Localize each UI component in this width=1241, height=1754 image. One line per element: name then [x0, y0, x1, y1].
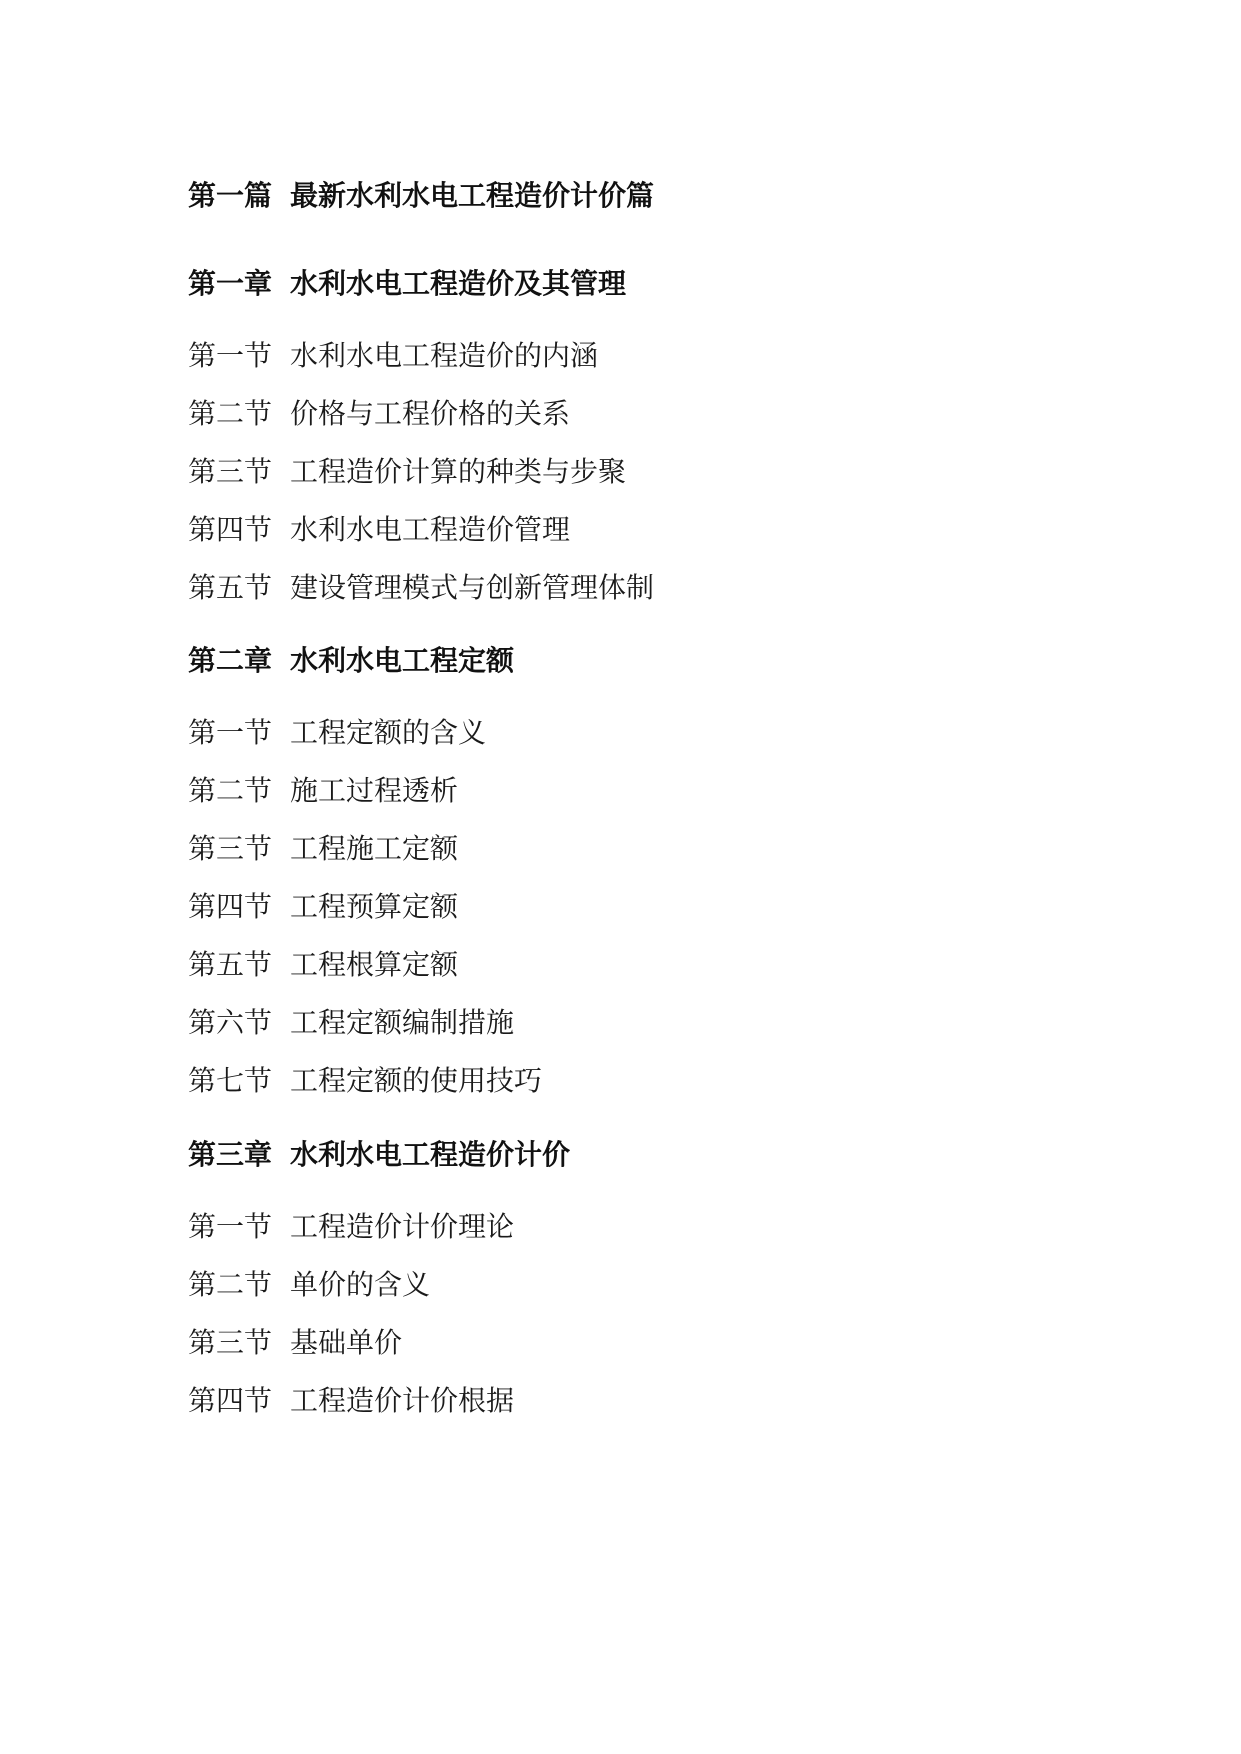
section-label: 第二节 — [188, 397, 273, 430]
section-entry — [188, 716, 487, 749]
section-title: 价格与工程价格的关系 — [290, 397, 571, 430]
section-title: 工程根算定额 — [290, 948, 459, 981]
section-label: 第五节 — [188, 571, 273, 604]
chapter-heading — [188, 1138, 571, 1171]
section-title: 水利水电工程造价的内涵 — [290, 339, 599, 372]
section-title: 工程施工定额 — [290, 832, 459, 865]
chapter-label: 第二章 — [188, 644, 273, 677]
section-label: 第一节 — [188, 1210, 273, 1243]
chapter-label: 第三章 — [188, 1138, 273, 1171]
chapter-title: 水利水电工程定额 — [290, 644, 515, 677]
section-title: 单价的含义 — [290, 1268, 431, 1301]
section-title: 施工过程透析 — [290, 774, 459, 807]
section-label: 第四节 — [188, 890, 273, 923]
section-title: 工程造价计价根据 — [290, 1384, 515, 1417]
section-entry — [188, 1064, 543, 1097]
part-label: 第一篇 — [188, 179, 273, 212]
section-entry — [188, 774, 459, 807]
section-entry — [188, 571, 655, 604]
section-label: 第一节 — [188, 339, 273, 372]
section-entry — [188, 1268, 431, 1301]
section-label: 第一节 — [188, 716, 273, 749]
section-label: 第四节 — [188, 1384, 273, 1417]
section-entry — [188, 948, 459, 981]
section-title: 工程定额的含义 — [290, 716, 487, 749]
section-label: 第二节 — [188, 774, 273, 807]
section-label: 第七节 — [188, 1064, 273, 1097]
section-title: 基础单价 — [290, 1326, 403, 1359]
section-entry — [188, 1210, 515, 1243]
section-label: 第三节 — [188, 832, 273, 865]
part-heading — [188, 179, 655, 212]
chapter-title: 水利水电工程造价计价 — [290, 1138, 571, 1171]
section-label: 第五节 — [188, 948, 273, 981]
section-entry — [188, 513, 571, 546]
section-label: 第三节 — [188, 455, 273, 488]
section-label: 第六节 — [188, 1006, 273, 1039]
section-entry — [188, 890, 459, 923]
section-label: 第二节 — [188, 1268, 273, 1301]
part-title: 最新水利水电工程造价计价篇 — [290, 179, 655, 212]
chapter-title: 水利水电工程造价及其管理 — [290, 267, 627, 300]
section-title: 工程定额编制措施 — [290, 1006, 515, 1039]
section-title: 工程造价计价理论 — [290, 1210, 515, 1243]
section-entry — [188, 339, 599, 372]
section-entry — [188, 1006, 515, 1039]
section-title: 建设管理模式与创新管理体制 — [290, 571, 655, 604]
chapter-heading — [188, 267, 627, 300]
section-title: 水利水电工程造价管理 — [290, 513, 571, 546]
section-entry — [188, 397, 571, 430]
section-entry — [188, 1384, 515, 1417]
section-entry — [188, 832, 459, 865]
chapter-heading — [188, 644, 515, 677]
chapter-label: 第一章 — [188, 267, 273, 300]
section-title: 工程预算定额 — [290, 890, 459, 923]
section-title: 工程造价计算的种类与步聚 — [290, 455, 627, 488]
section-entry — [188, 1326, 403, 1359]
section-label: 第四节 — [188, 513, 273, 546]
section-label: 第三节 — [188, 1326, 273, 1359]
section-entry — [188, 455, 627, 488]
section-title: 工程定额的使用技巧 — [290, 1064, 543, 1097]
